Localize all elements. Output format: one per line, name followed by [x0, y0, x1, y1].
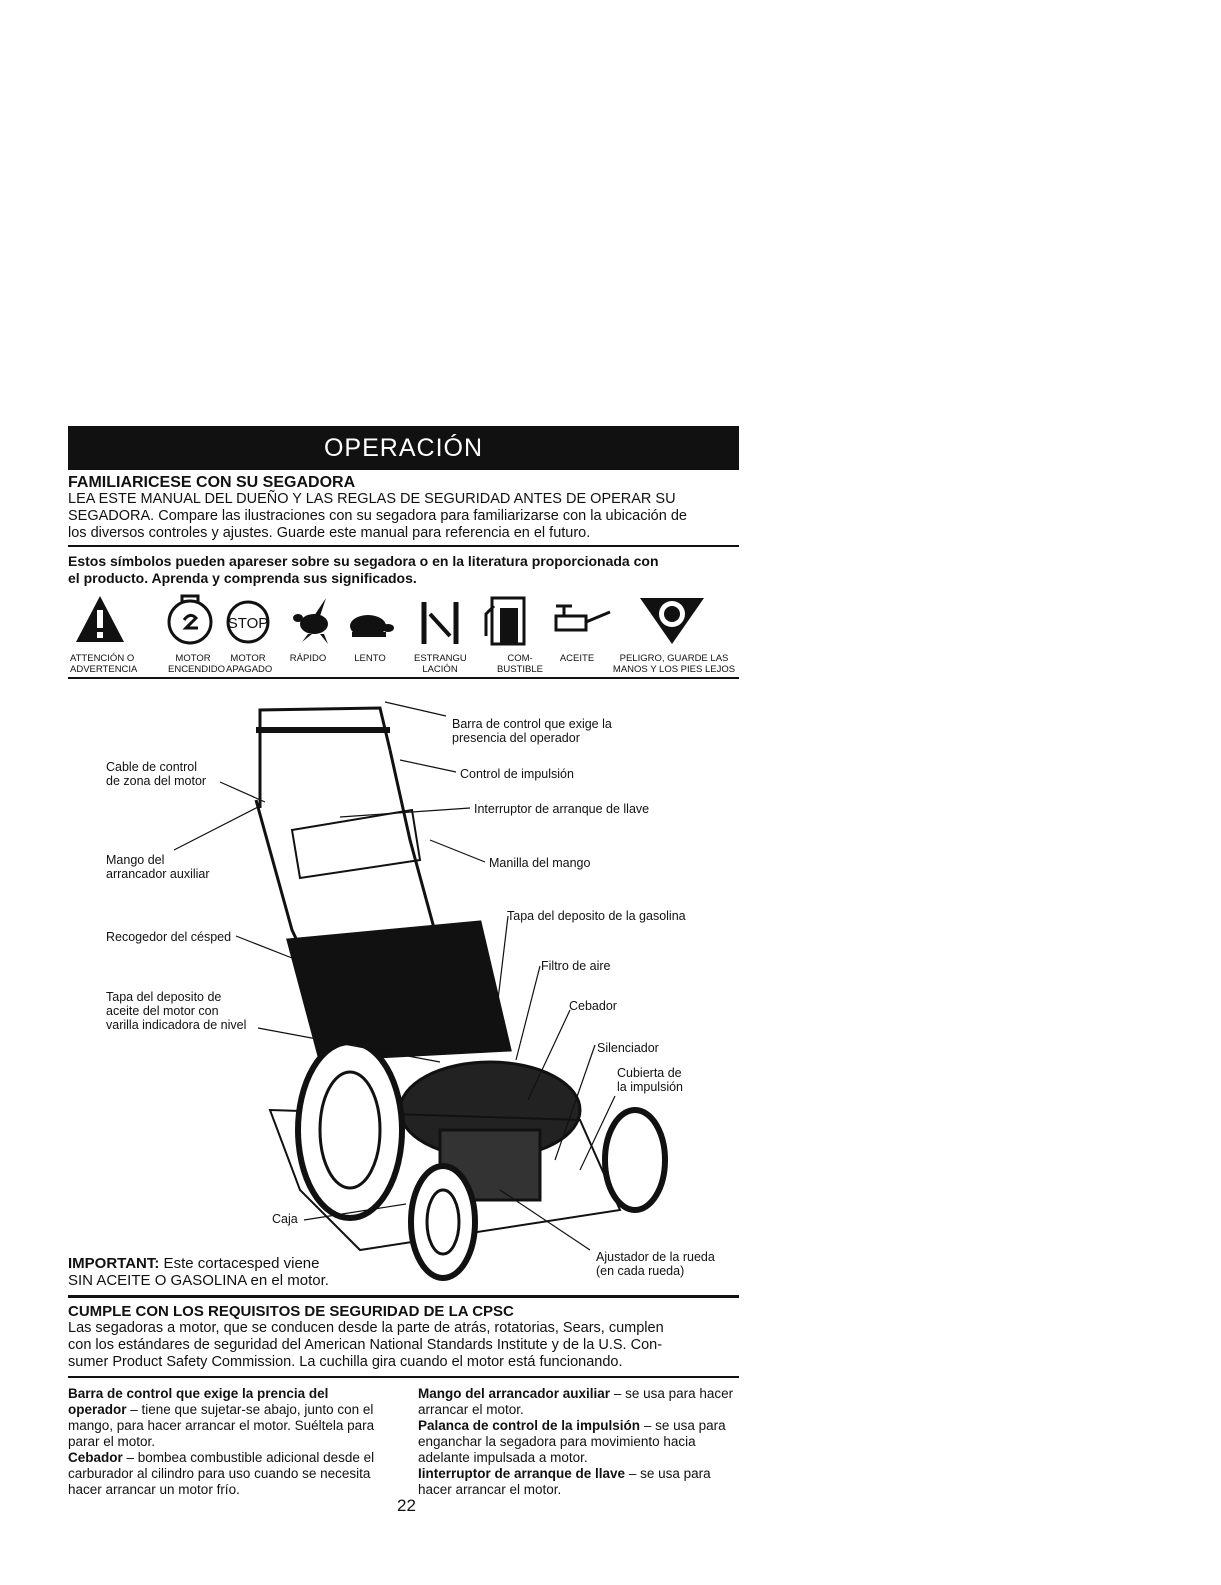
important-note [68, 1255, 329, 1289]
stop-text: STOP [227, 615, 269, 632]
page-number: 22 [397, 1496, 416, 1515]
callout-line: de zona del motor [106, 774, 207, 788]
callout-line: presencia del operador [452, 731, 580, 745]
callout-oil-cap [106, 990, 246, 1032]
cpsc-line: sumer Product Safety Commission. La cuchilla gira cuando el motor está funcionando. [68, 1354, 623, 1370]
definition-desc: – se usa para hacer arrancar el motor. [418, 1386, 734, 1417]
symbol-label-line: ATTENCIÓN O [70, 653, 135, 664]
callout-line: aceite del motor con [106, 1004, 219, 1018]
symbol-label-oil [554, 653, 600, 664]
divider [68, 545, 739, 547]
symbol-label-line: ESTRANGU [414, 653, 467, 664]
definition-desc: – bombea combustible adicional desde el carburador al cilindro para uso cuando se necesita hacer arrancar un motor frío. [68, 1450, 375, 1497]
symbol-label-line: ENCENDIDO [168, 664, 226, 675]
callout-drive-cover [617, 1066, 683, 1094]
definition-item [418, 1418, 748, 1466]
symbol-label-line: LENTO [354, 653, 386, 664]
symbols-intro-line: el producto. Aprenda y comprenda sus significados. [68, 570, 417, 586]
callout-drive-control: Control de impulsión [460, 767, 574, 781]
symbol-label-fuel [494, 653, 546, 675]
definition-item [68, 1386, 388, 1450]
symbol-label-line: LACIÓN [422, 664, 458, 675]
cpsc-title: CUMPLE CON LOS REQUISITOS DE SEGURIDAD DE LA CPSC [68, 1303, 514, 1320]
definition-term: Palanca de control de la impulsión [418, 1418, 641, 1433]
symbol-label-line: MANOS Y LOS PIES LEJOS [612, 664, 736, 675]
divider [68, 1376, 739, 1378]
turtle-slow-icon [350, 615, 394, 637]
callout-line: Cable de control [106, 760, 198, 774]
callout-operator-bar [452, 717, 612, 745]
important-label: IMPORTANT: [68, 1255, 160, 1272]
definition-term: Barra de control que exige la prencia del operador [68, 1386, 329, 1417]
symbol-label-line: MOTOR [230, 653, 266, 664]
symbol-label-engine-on [168, 653, 226, 675]
engine-stop-icon [228, 602, 269, 642]
symbol-label-line: ADVERTENCIA [70, 664, 138, 675]
familiarize-line: SEGADORA. Compare las ilustraciones con su segadora para familiarizarse con la ubicación de [68, 508, 687, 524]
definition-item [418, 1466, 748, 1498]
symbol-label-fast [286, 653, 330, 664]
important-line-1 [68, 1255, 329, 1272]
symbol-label-engine-stop [226, 653, 273, 675]
divider [68, 677, 739, 679]
cpsc-line: Las segadoras a motor, que se conducen desde la parte de atrás, rotatorias, Sears, cumplen [68, 1320, 664, 1336]
symbol-label-line: COM- [507, 653, 533, 664]
callout-grass-catcher: Recogedor del césped [106, 930, 232, 944]
callout-wheel-adjuster [596, 1250, 715, 1278]
callout-line: Mango del [106, 853, 165, 867]
divider [68, 1295, 739, 1298]
safety-symbols-row [68, 592, 748, 650]
symbol-label-line: BUSTIBLE [497, 664, 543, 675]
symbol-label-line: MOTOR [175, 653, 211, 664]
callout-zone-cable [106, 760, 206, 788]
definitions-right [418, 1386, 748, 1498]
definition-desc: – se usa para enganchar la segadora para movimiento hacia adelante impulsada a motor. [418, 1418, 726, 1465]
symbol-label-line: RÁPIDO [289, 653, 327, 664]
callout-line: varilla indicadora de nivel [106, 1018, 247, 1032]
callout-aux-starter [106, 853, 210, 881]
cpsc-text [68, 1320, 664, 1371]
callout-air-filter: Filtro de aire [541, 959, 611, 973]
symbol-label-line: ACEITE [559, 653, 595, 664]
callout-muffler: Silenciador [597, 1041, 659, 1055]
symbol-label-line: PELIGRO, GUARDE LAS [619, 653, 729, 664]
familiarize-line: LEA ESTE MANUAL DEL DUEÑO Y LAS REGLAS DE SEGURIDAD ANTES DE OPERAR SU [68, 491, 676, 507]
callout-line: arrancador auxiliar [106, 867, 210, 881]
callout-fuel-cap: Tapa del deposito de la gasolina [507, 909, 686, 923]
definition-desc: – tiene que sujetar-se abajo, junto con el mango, para hacer arrancar el motor. Suéltela para parar el motor. [68, 1402, 375, 1449]
warning-triangle-icon [76, 596, 124, 642]
callout-line: (en cada rueda) [596, 1264, 685, 1278]
symbol-label-hand-hazard [608, 653, 740, 675]
symbol-label-line: APAGADO [226, 664, 273, 675]
engine-on-icon [169, 596, 211, 643]
familiarize-line: los diversos controles y ajustes. Guarde este manual para referencia en el futuro. [68, 525, 591, 541]
definition-term: Cebador [68, 1450, 123, 1465]
cpsc-line: con los estándares de seguridad del American National Standards Institute y de la U.S. Con- [68, 1337, 663, 1353]
fuel-pump-icon [486, 598, 524, 644]
definition-item [68, 1450, 388, 1498]
rabbit-fast-icon [293, 598, 328, 644]
callout-housing: Caja [272, 1212, 298, 1226]
hand-hazard-icon [640, 598, 704, 644]
definition-desc: – se usa para hacer arrancar el motor. [418, 1466, 711, 1497]
callout-key-start: Interruptor de arranque de llave [474, 802, 650, 816]
definition-term: Iinterruptor de arranque de llave [418, 1466, 626, 1481]
important-text: Este cortacesped viene [159, 1255, 320, 1272]
definitions-left [68, 1386, 388, 1498]
callout-line: Barra de control que exige la [452, 717, 612, 731]
symbols-intro-line: Estos símbolos pueden apareser sobre su segadora o en la literatura proporcionada con [68, 553, 659, 569]
callout-line: Tapa del deposito de [106, 990, 222, 1004]
callout-handle-knob: Manilla del mango [489, 856, 591, 870]
symbol-label-slow [350, 653, 390, 664]
symbols-intro [68, 553, 659, 587]
callout-primer: Cebador [569, 999, 617, 1013]
section-banner: OPERACIÓN [68, 426, 739, 470]
definition-term: Mango del arrancador auxiliar [418, 1386, 611, 1401]
callout-line: Ajustador de la rueda [596, 1250, 715, 1264]
important-line-2: SIN ACEITE O GASOLINA en el motor. [68, 1272, 329, 1289]
familiarize-text [68, 491, 687, 542]
symbol-label-choke [414, 653, 466, 675]
choke-icon [424, 602, 456, 644]
callout-line: la impulsión [617, 1080, 684, 1094]
symbol-label-warning [70, 653, 138, 675]
familiarize-title: FAMILIARICESE CON SU SEGADORA [68, 474, 356, 491]
callout-line: Cubierta de [617, 1066, 682, 1080]
definition-item [418, 1386, 748, 1418]
oil-can-icon [556, 606, 610, 630]
